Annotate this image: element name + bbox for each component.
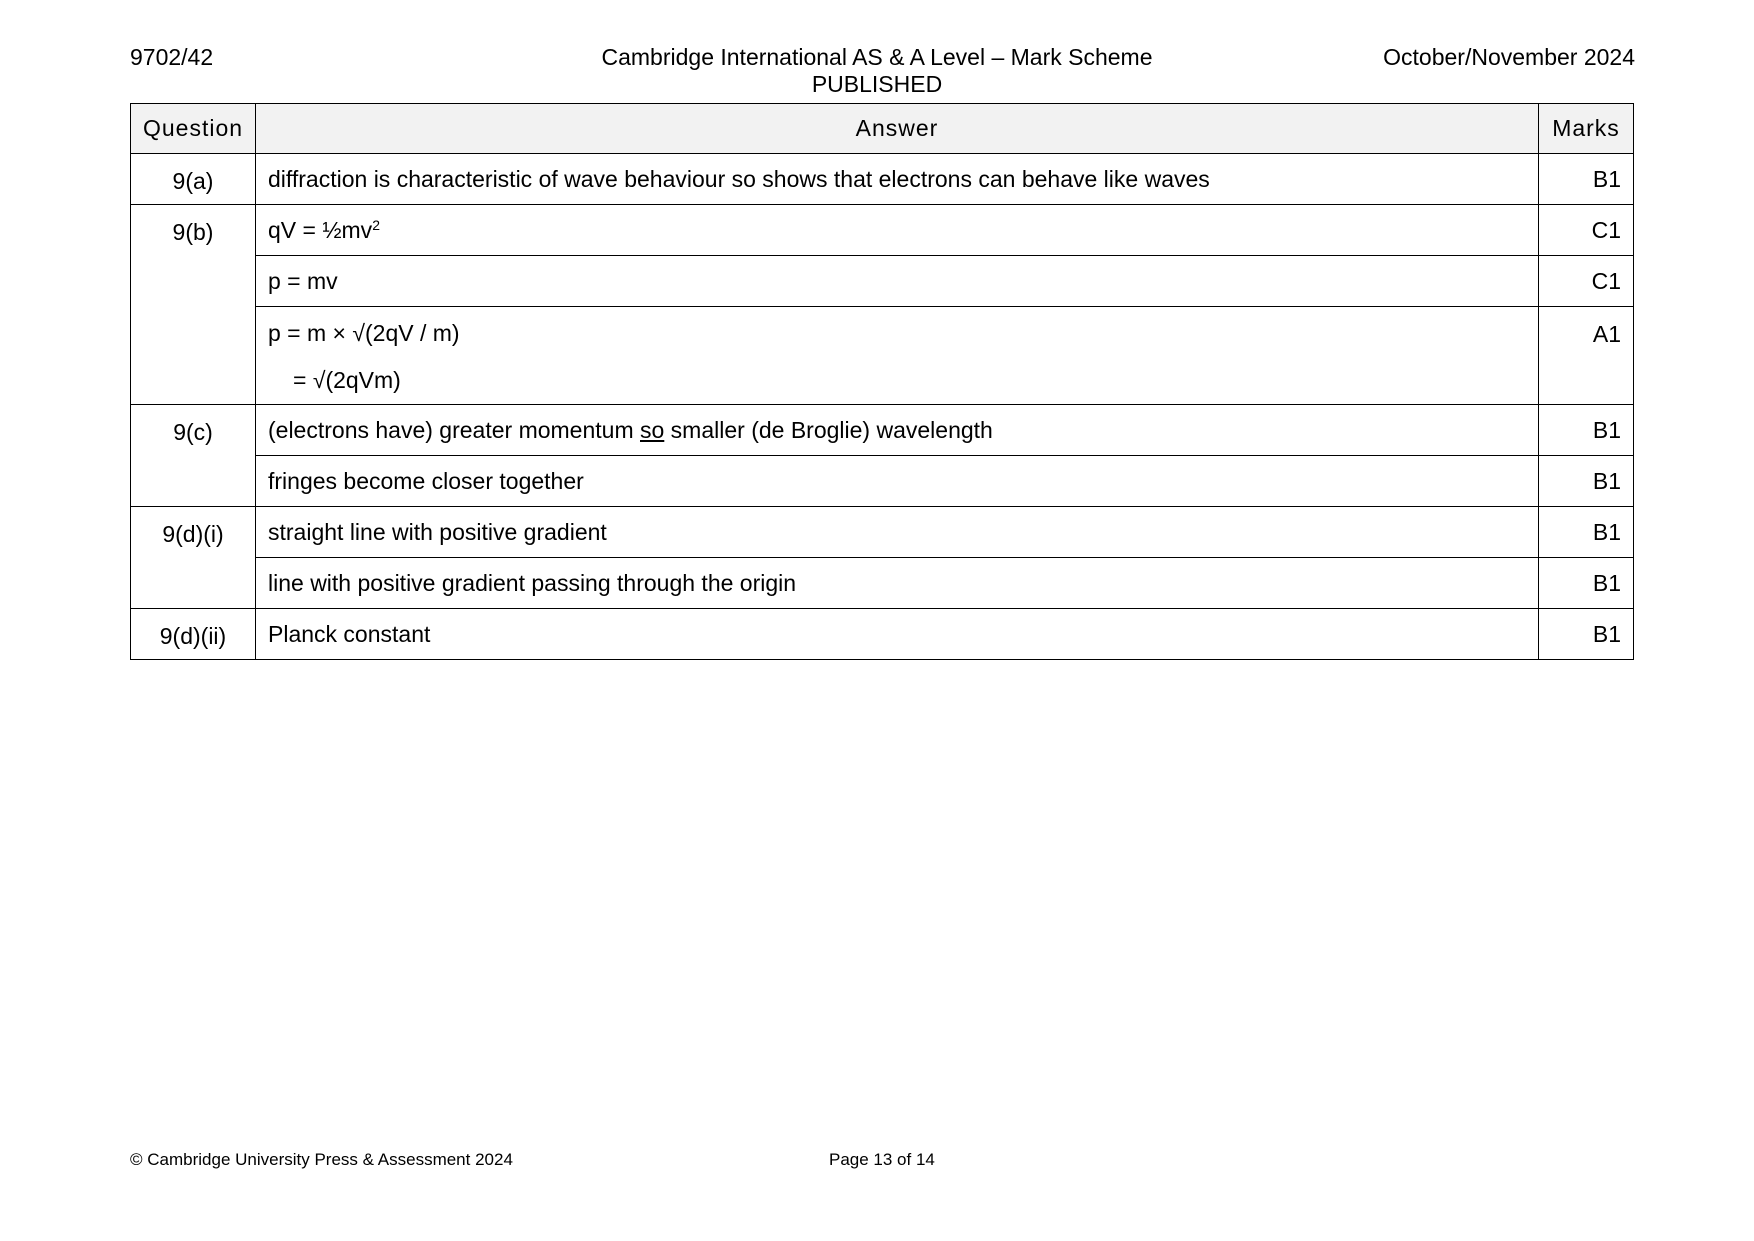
answer-cell: Planck constant xyxy=(256,609,1539,660)
mark-cell: B1 xyxy=(1539,507,1634,558)
mark-cell: B1 xyxy=(1539,609,1634,660)
equation-line: p = m × √(2qV / m) xyxy=(268,320,460,346)
exam-session: October/November 2024 xyxy=(1383,44,1635,70)
superscript: 2 xyxy=(372,216,380,233)
marks-column-header: Marks xyxy=(1539,104,1634,154)
answer-cell: diffraction is characteristic of wave behaviour so shows that electrons can behave like waves xyxy=(256,154,1539,205)
mark-cell: B1 xyxy=(1539,154,1634,205)
question-label: 9(a) xyxy=(131,154,256,205)
title-line: Cambridge International AS & A Level – Mark Scheme xyxy=(601,44,1153,70)
answer-cell xyxy=(256,405,1539,456)
equation-text: qV = ½mv xyxy=(268,216,373,243)
question-label: 9(b) xyxy=(131,205,256,405)
mark-scheme-table xyxy=(130,103,1634,660)
answer-text: smaller (de Broglie) wavelength xyxy=(664,416,993,443)
published-label: PUBLISHED xyxy=(811,71,943,97)
question-label: 9(d)(ii) xyxy=(131,609,256,660)
table-row xyxy=(131,205,1634,256)
paper-code: 9702/42 xyxy=(130,44,214,70)
mark-cell: A1 xyxy=(1539,307,1634,405)
question-label: 9(c) xyxy=(131,405,256,507)
mark-cell: B1 xyxy=(1539,405,1634,456)
mark-cell: C1 xyxy=(1539,205,1634,256)
answer-cell: straight line with positive gradient xyxy=(256,507,1539,558)
table-row xyxy=(131,507,1634,558)
answer-cell xyxy=(256,205,1539,256)
underlined-keyword: so xyxy=(640,416,665,443)
mark-cell: C1 xyxy=(1539,256,1634,307)
answer-cell xyxy=(256,307,1539,405)
question-column-header: Question xyxy=(131,104,256,154)
table-row xyxy=(131,154,1634,205)
table-row xyxy=(131,307,1634,405)
mark-cell: B1 xyxy=(1539,558,1634,609)
mark-cell: B1 xyxy=(1539,456,1634,507)
answer-column-header: Answer xyxy=(256,104,1539,154)
answer-text: (electrons have) greater momentum xyxy=(268,416,640,443)
page-number: Page 13 of 14 xyxy=(829,1150,935,1169)
answer-cell: line with positive gradient passing through the origin xyxy=(256,558,1539,609)
table-row xyxy=(131,558,1634,609)
table-row xyxy=(131,609,1634,660)
question-label: 9(d)(i) xyxy=(131,507,256,609)
answer-cell: fringes become closer together xyxy=(256,456,1539,507)
equation-line: = √(2qVm) xyxy=(293,367,401,393)
answer-cell: p = mv xyxy=(256,256,1539,307)
table-row xyxy=(131,456,1634,507)
table-header-row xyxy=(131,104,1634,154)
table-row xyxy=(131,256,1634,307)
copyright-notice: © Cambridge University Press & Assessment 2024 xyxy=(130,1150,513,1169)
table-row xyxy=(131,405,1634,456)
